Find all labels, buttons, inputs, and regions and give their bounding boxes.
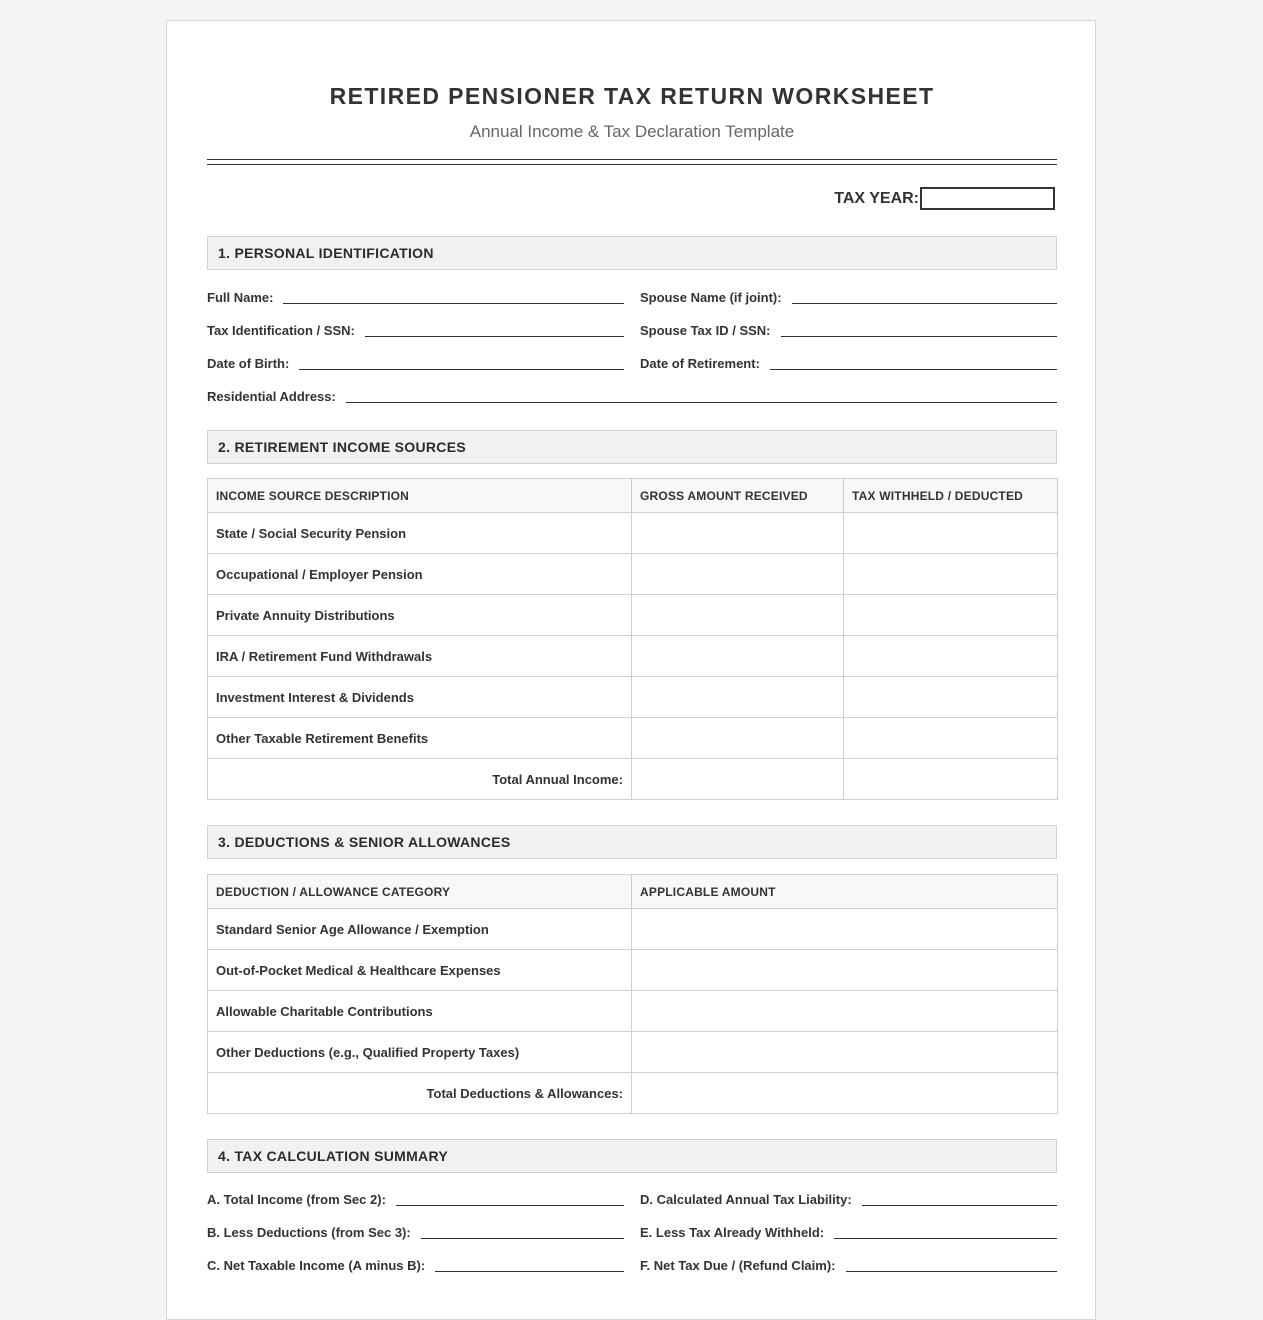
less-deductions-field <box>207 1221 624 1241</box>
tax-liability-label: D. Calculated Annual Tax Liability: <box>640 1192 852 1207</box>
address-field <box>207 385 1057 405</box>
tax-id-field <box>207 319 624 339</box>
section-heading-personal: 1. PERSONAL IDENTIFICATION <box>207 236 1057 270</box>
tax-withheld-cell[interactable] <box>844 595 1058 636</box>
document-title: RETIRED PENSIONER TAX RETURN WORKSHEET <box>329 83 935 109</box>
tax-withheld-cell[interactable] <box>844 554 1058 595</box>
total-gross-cell[interactable] <box>632 759 844 800</box>
spouse-tax-id-field <box>640 319 1057 339</box>
column-header: APPLICABLE AMOUNT <box>632 875 1058 909</box>
tax-year-label: TAX YEAR: <box>834 189 919 207</box>
total-income-field <box>207 1188 624 1208</box>
tax-id-input[interactable] <box>365 335 624 337</box>
net-tax-due-label: F. Net Tax Due / (Refund Claim): <box>640 1258 836 1273</box>
total-withheld-cell[interactable] <box>844 759 1058 800</box>
tax-withheld-cell[interactable] <box>844 677 1058 718</box>
net-tax-due-input[interactable] <box>846 1270 1058 1272</box>
table-row <box>208 991 1058 1032</box>
table-row <box>208 950 1058 991</box>
gross-amount-cell[interactable] <box>632 595 844 636</box>
deductions-table <box>207 874 1058 1114</box>
column-header: TAX WITHHELD / DEDUCTED <box>844 479 1058 513</box>
tax-liability-input[interactable] <box>862 1204 1057 1206</box>
tax-id-label: Tax Identification / SSN: <box>207 323 355 338</box>
deduction-category-label: Other Deductions (e.g., Qualified Property Taxes) <box>208 1032 632 1073</box>
tax-withheld-cell[interactable] <box>844 636 1058 677</box>
address-input[interactable] <box>346 401 1057 403</box>
total-income-input[interactable] <box>396 1204 624 1206</box>
total-income-label: Total Annual Income: <box>208 759 632 800</box>
deduction-category-label: Out-of-Pocket Medical & Healthcare Expenses <box>208 950 632 991</box>
table-row <box>208 554 1058 595</box>
tax-withheld-field <box>640 1221 1057 1241</box>
applicable-amount-cell[interactable] <box>632 909 1058 950</box>
income-source-label: Investment Interest & Dividends <box>208 677 632 718</box>
total-income-summary-label: A. Total Income (from Sec 2): <box>207 1192 386 1207</box>
spouse-tax-id-label: Spouse Tax ID / SSN: <box>640 323 771 338</box>
section-heading-tax-summary: 4. TAX CALCULATION SUMMARY <box>207 1139 1057 1173</box>
table-row <box>208 718 1058 759</box>
deduction-category-label: Standard Senior Age Allowance / Exemption <box>208 909 632 950</box>
income-source-label: Private Annuity Distributions <box>208 595 632 636</box>
gross-amount-cell[interactable] <box>632 718 844 759</box>
table-row <box>208 513 1058 554</box>
address-label: Residential Address: <box>207 389 336 404</box>
spouse-tax-id-input[interactable] <box>781 335 1057 337</box>
less-deductions-label: B. Less Deductions (from Sec 3): <box>207 1225 411 1240</box>
net-tax-due-field <box>640 1254 1057 1274</box>
net-taxable-label: C. Net Taxable Income (A minus B): <box>207 1258 426 1273</box>
retirement-date-input[interactable] <box>770 368 1057 370</box>
retirement-date-field <box>640 352 1057 372</box>
spouse-name-field <box>640 286 1057 306</box>
worksheet-page <box>166 20 1096 1320</box>
income-source-label: Occupational / Employer Pension <box>208 554 632 595</box>
deductions-table-header <box>208 875 1058 909</box>
retirement-date-label: Date of Retirement: <box>640 356 760 371</box>
tax-withheld-input[interactable] <box>834 1237 1057 1239</box>
column-header: GROSS AMOUNT RECEIVED <box>632 479 844 513</box>
column-header: INCOME SOURCE DESCRIPTION <box>208 479 632 513</box>
total-deductions-label: Total Deductions & Allowances: <box>208 1073 632 1114</box>
gross-amount-cell[interactable] <box>632 636 844 677</box>
dob-field <box>207 352 624 372</box>
table-row <box>208 909 1058 950</box>
spouse-name-input[interactable] <box>792 302 1057 304</box>
column-header: DEDUCTION / ALLOWANCE CATEGORY <box>208 875 632 909</box>
net-taxable-field <box>207 1254 624 1274</box>
applicable-amount-cell[interactable] <box>632 1032 1058 1073</box>
tax-withheld-label: E. Less Tax Already Withheld: <box>640 1225 825 1240</box>
table-row <box>208 677 1058 718</box>
full-name-input[interactable] <box>283 302 624 304</box>
tax-year-input[interactable] <box>920 187 1055 210</box>
tax-liability-field <box>640 1188 1057 1208</box>
applicable-amount-cell[interactable] <box>632 950 1058 991</box>
table-row <box>208 1032 1058 1073</box>
less-deductions-input[interactable] <box>421 1237 624 1239</box>
total-deductions-cell[interactable] <box>632 1073 1058 1114</box>
deductions-total-row <box>208 1073 1058 1114</box>
applicable-amount-cell[interactable] <box>632 991 1058 1032</box>
table-row <box>208 636 1058 677</box>
tax-year-field <box>834 187 1055 210</box>
income-source-label: Other Taxable Retirement Benefits <box>208 718 632 759</box>
section-heading-deductions: 3. DEDUCTIONS & SENIOR ALLOWANCES <box>207 825 1057 859</box>
gross-amount-cell[interactable] <box>632 554 844 595</box>
gross-amount-cell[interactable] <box>632 677 844 718</box>
table-row <box>208 595 1058 636</box>
income-source-label: IRA / Retirement Fund Withdrawals <box>208 636 632 677</box>
income-table <box>207 478 1058 800</box>
income-table-header <box>208 479 1058 513</box>
document-subtitle: Annual Income & Tax Declaration Template <box>469 122 795 141</box>
gross-amount-cell[interactable] <box>632 513 844 554</box>
full-name-field <box>207 286 624 306</box>
deduction-category-label: Allowable Charitable Contributions <box>208 991 632 1032</box>
dob-input[interactable] <box>299 368 624 370</box>
income-source-label: State / Social Security Pension <box>208 513 632 554</box>
title-divider <box>207 159 1057 165</box>
dob-label: Date of Birth: <box>207 356 290 371</box>
tax-withheld-cell[interactable] <box>844 718 1058 759</box>
income-total-row <box>208 759 1058 800</box>
section-heading-income: 2. RETIREMENT INCOME SOURCES <box>207 430 1057 464</box>
spouse-name-label: Spouse Name (if joint): <box>640 290 782 305</box>
full-name-label: Full Name: <box>207 290 274 305</box>
net-taxable-input[interactable] <box>435 1270 624 1272</box>
tax-withheld-cell[interactable] <box>844 513 1058 554</box>
